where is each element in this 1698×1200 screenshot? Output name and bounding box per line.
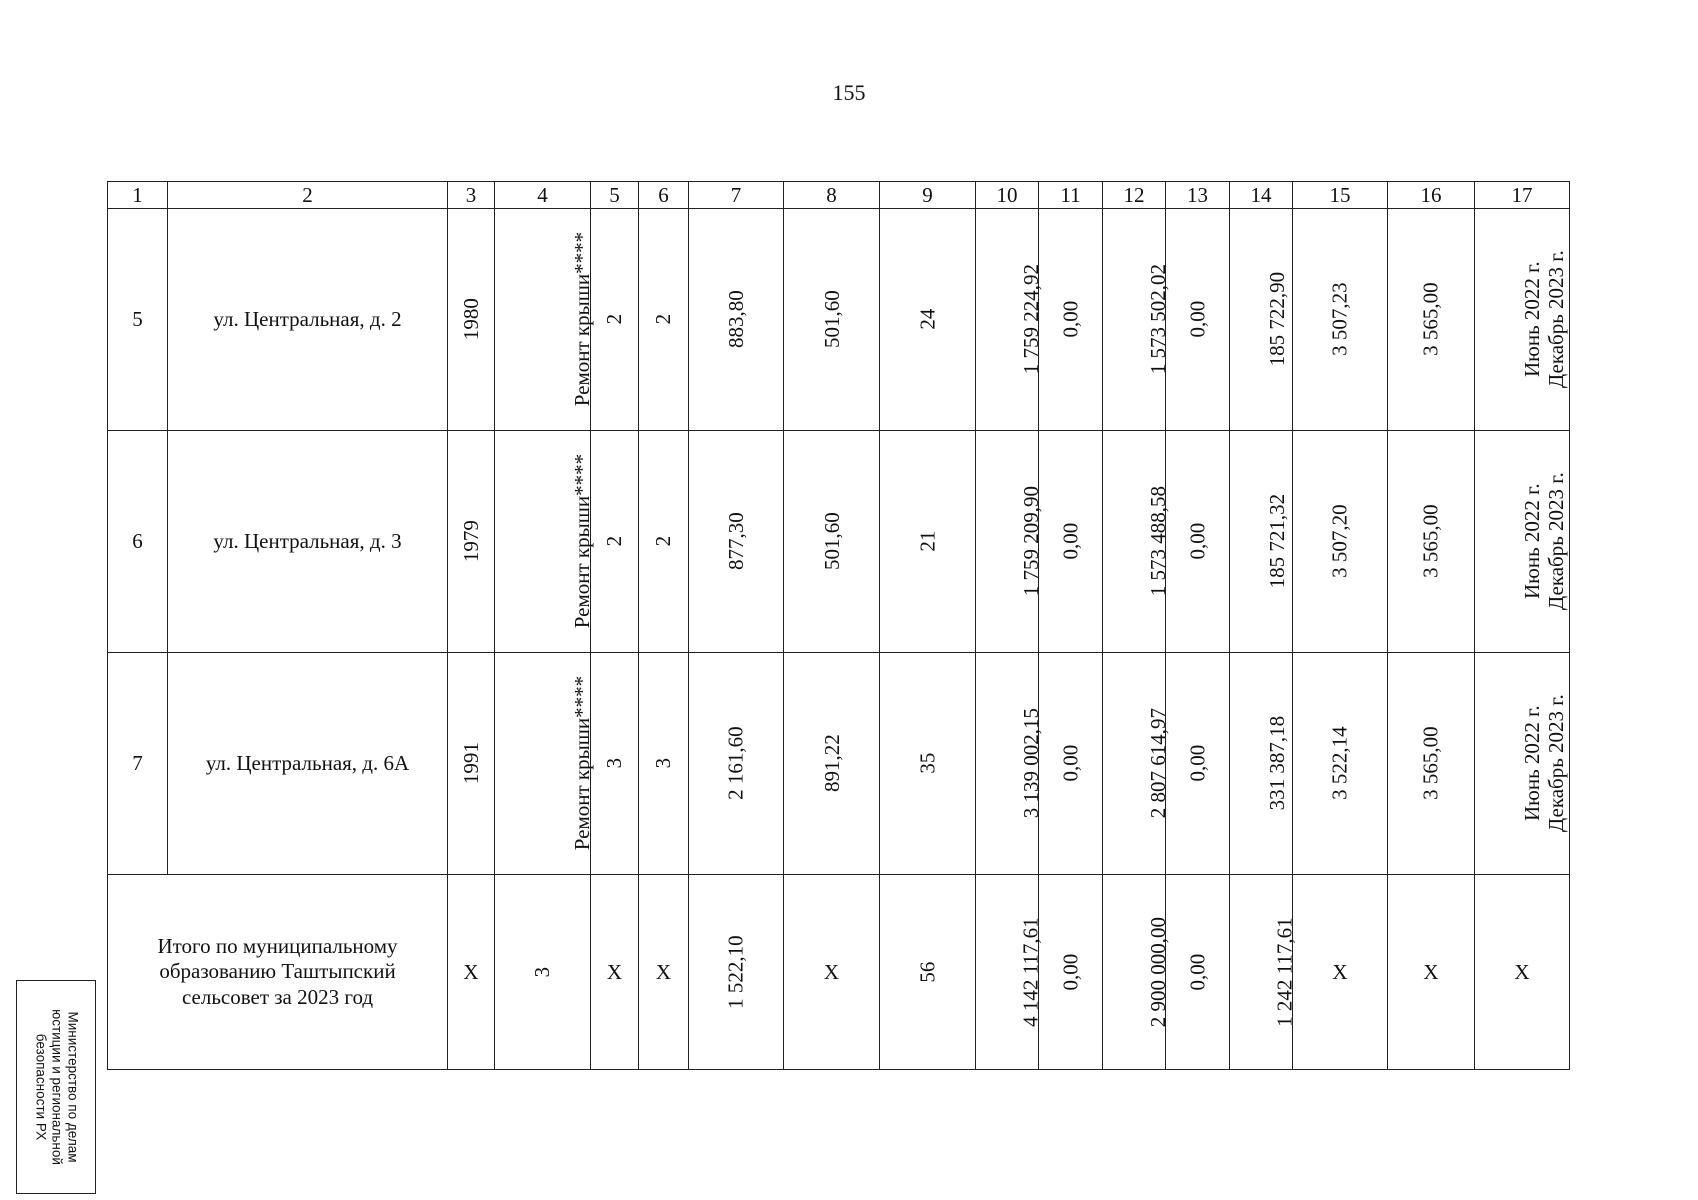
row-number: 6 xyxy=(108,431,168,653)
value-cell: 2 xyxy=(639,431,689,653)
value-cell: 0,00 xyxy=(1039,209,1103,431)
period-cell: Июнь 2022 г. Декабрь 2023 г. xyxy=(1475,431,1570,653)
value-cell: 1 759 209,90 xyxy=(976,431,1039,653)
value-cell: 35 xyxy=(880,653,976,875)
value-cell: 2 161,60 xyxy=(689,653,784,875)
column-header: 16 xyxy=(1388,182,1475,209)
column-header: 2 xyxy=(168,182,448,209)
value-cell: 3 565,00 xyxy=(1388,431,1475,653)
table-row xyxy=(108,653,1570,875)
total-cell: 56 xyxy=(880,875,976,1070)
work-type-cell: Ремонт крыши**** xyxy=(495,653,591,875)
value-cell: 331 387,18 xyxy=(1230,653,1293,875)
value-cell: 185 721,32 xyxy=(1230,431,1293,653)
address-cell: ул. Центральная, д. 6А xyxy=(168,653,448,875)
year-cell: 1980 xyxy=(448,209,495,431)
value-cell: 24 xyxy=(880,209,976,431)
value-cell: 1 759 224,92 xyxy=(976,209,1039,431)
column-header: 1 xyxy=(108,182,168,209)
value-cell: 3 507,20 xyxy=(1293,431,1388,653)
column-header: 11 xyxy=(1039,182,1103,209)
period-cell: Июнь 2022 г. Декабрь 2023 г. xyxy=(1475,209,1570,431)
value-cell: 0,00 xyxy=(1039,431,1103,653)
column-header: 7 xyxy=(689,182,784,209)
column-header: 5 xyxy=(591,182,639,209)
value-cell: 3 565,00 xyxy=(1388,653,1475,875)
row-number: 5 xyxy=(108,209,168,431)
total-cell: 4 142 117,61 xyxy=(976,875,1039,1070)
column-header: 17 xyxy=(1475,182,1570,209)
value-cell: 2 xyxy=(591,431,639,653)
column-header: 8 xyxy=(784,182,880,209)
value-cell: 3 xyxy=(639,653,689,875)
ministry-stamp xyxy=(16,980,96,1194)
total-row xyxy=(108,875,1570,1070)
total-cell: Х xyxy=(448,875,495,1070)
total-cell: 1 522,10 xyxy=(689,875,784,1070)
value-cell: 1 573 488,58 xyxy=(1103,431,1166,653)
page-number: 155 xyxy=(832,80,866,105)
value-cell: 3 507,23 xyxy=(1293,209,1388,431)
column-header: 9 xyxy=(880,182,976,209)
value-cell: 185 722,90 xyxy=(1230,209,1293,431)
address-cell: ул. Центральная, д. 2 xyxy=(168,209,448,431)
total-cell: Х xyxy=(784,875,880,1070)
period-cell: Июнь 2022 г. Декабрь 2023 г. xyxy=(1475,653,1570,875)
value-cell: 0,00 xyxy=(1166,209,1230,431)
value-cell: 3 xyxy=(591,653,639,875)
stamp-line: Министерство по делам xyxy=(65,1011,81,1163)
column-header: 15 xyxy=(1293,182,1388,209)
total-label: Итого по муниципальному образованию Таштыпский сельсовет за 2023 год xyxy=(108,875,448,1070)
value-cell: 501,60 xyxy=(784,431,880,653)
value-cell: 0,00 xyxy=(1039,653,1103,875)
column-header: 14 xyxy=(1230,182,1293,209)
total-cell: 0,00 xyxy=(1039,875,1103,1070)
total-cell: Х xyxy=(591,875,639,1070)
value-cell: 1 573 502,02 xyxy=(1103,209,1166,431)
total-cell: Х xyxy=(1475,875,1570,1070)
stamp-line: юстиции и региональной xyxy=(49,1009,65,1165)
total-cell: 2 900 000,00 xyxy=(1103,875,1166,1070)
value-cell: 0,00 xyxy=(1166,431,1230,653)
stamp-line: безопасности РХ xyxy=(32,1033,48,1141)
total-cell: Х xyxy=(1388,875,1475,1070)
year-cell: 1991 xyxy=(448,653,495,875)
value-cell: 3 139 002,15 xyxy=(976,653,1039,875)
total-cell: Х xyxy=(1293,875,1388,1070)
column-header: 13 xyxy=(1166,182,1230,209)
value-cell: 21 xyxy=(880,431,976,653)
table-row xyxy=(108,209,1570,431)
total-cell: 0,00 xyxy=(1166,875,1230,1070)
total-cell: Х xyxy=(639,875,689,1070)
column-header: 4 xyxy=(495,182,591,209)
column-header: 3 xyxy=(448,182,495,209)
value-cell: 501,60 xyxy=(784,209,880,431)
value-cell: 2 807 614,97 xyxy=(1103,653,1166,875)
value-cell: 0,00 xyxy=(1166,653,1230,875)
value-cell: 891,22 xyxy=(784,653,880,875)
column-number-row xyxy=(108,182,1570,209)
total-cell: 3 xyxy=(495,875,591,1070)
work-type-cell: Ремонт крыши**** xyxy=(495,209,591,431)
value-cell: 3 565,00 xyxy=(1388,209,1475,431)
value-cell: 2 xyxy=(639,209,689,431)
total-cell: 1 242 117,61 xyxy=(1230,875,1293,1070)
value-cell: 883,80 xyxy=(689,209,784,431)
value-cell: 3 522,14 xyxy=(1293,653,1388,875)
column-header: 6 xyxy=(639,182,689,209)
data-table xyxy=(107,181,1570,1070)
column-header: 10 xyxy=(976,182,1039,209)
row-number: 7 xyxy=(108,653,168,875)
address-cell: ул. Центральная, д. 3 xyxy=(168,431,448,653)
value-cell: 877,30 xyxy=(689,431,784,653)
table-row xyxy=(108,431,1570,653)
year-cell: 1979 xyxy=(448,431,495,653)
work-type-cell: Ремонт крыши**** xyxy=(495,431,591,653)
column-header: 12 xyxy=(1103,182,1166,209)
value-cell: 2 xyxy=(591,209,639,431)
